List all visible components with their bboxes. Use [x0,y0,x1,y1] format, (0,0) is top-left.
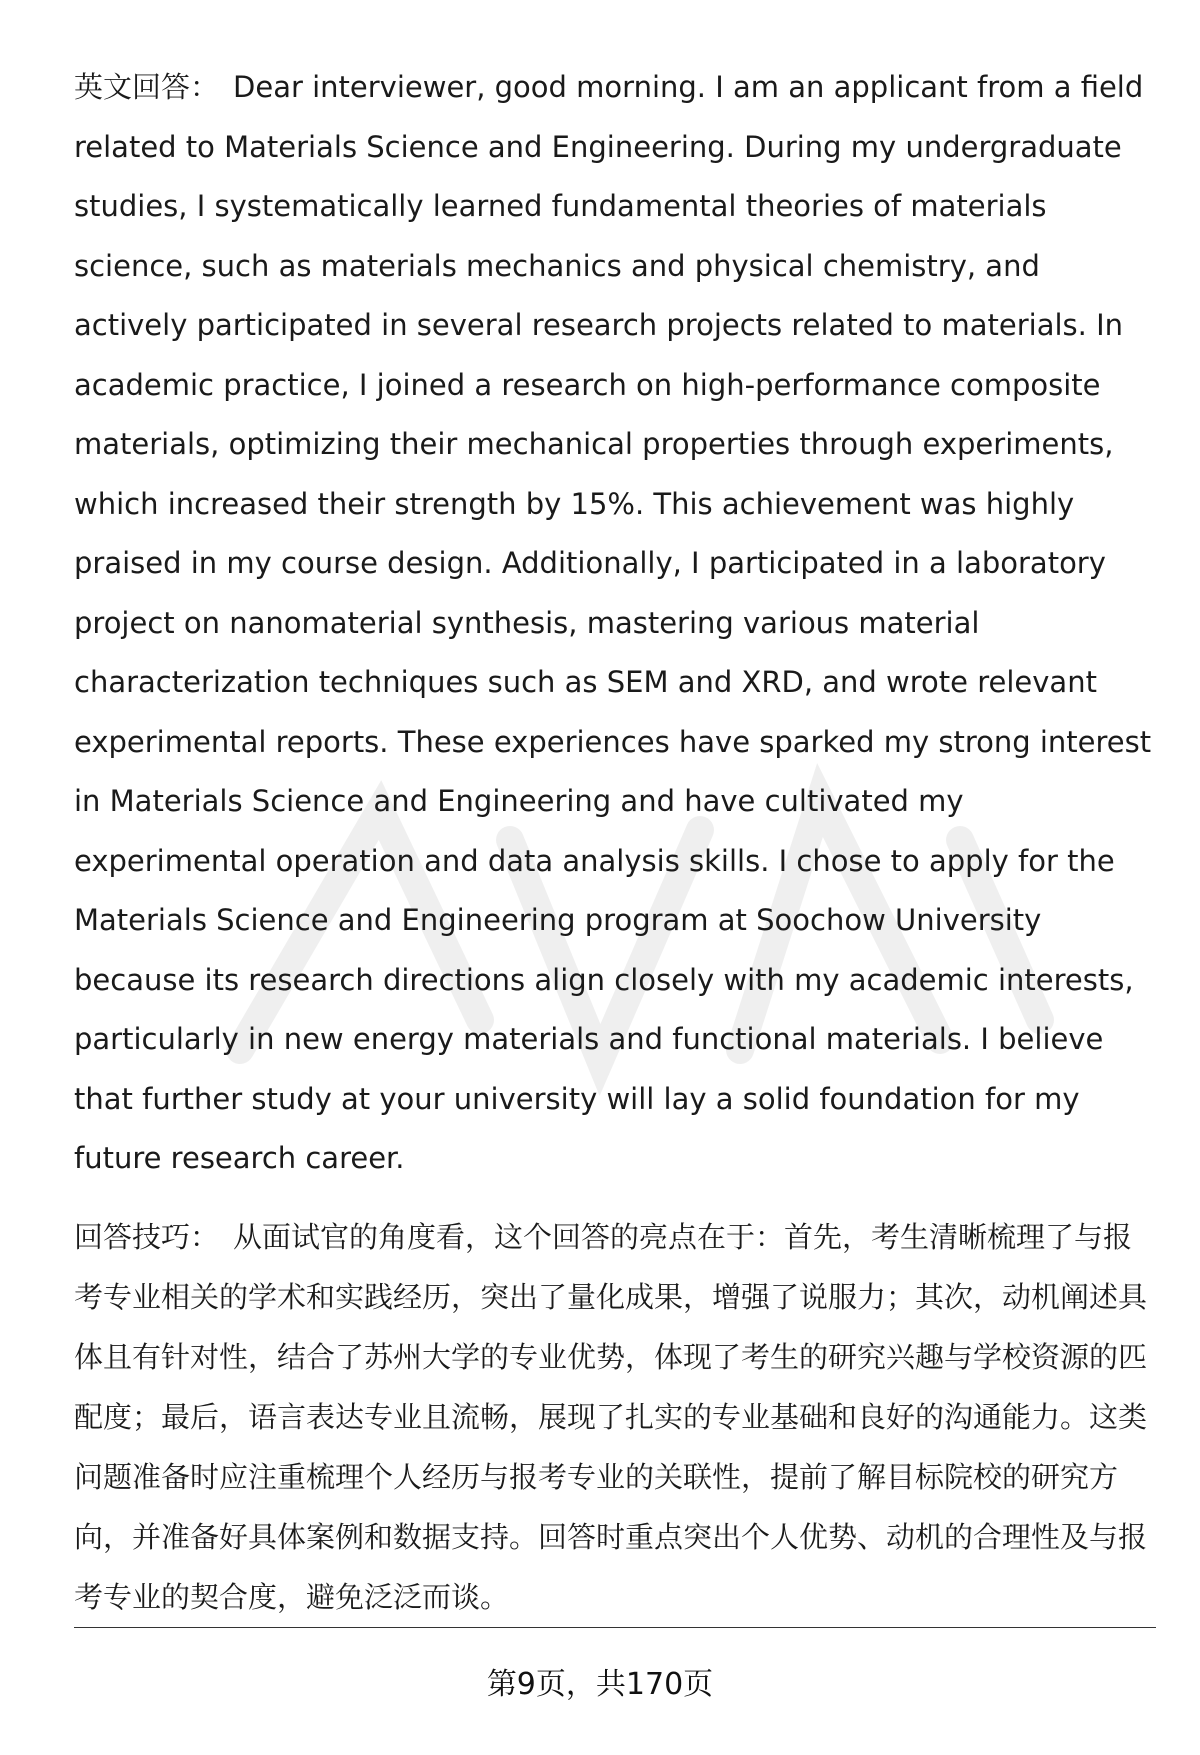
english-answer-text: Dear interviewer, good morning. I am an applicant from a field related to Materials Science and Engineering. During my undergraduate studies, I systematically learned fundamental theories of materials science, such as materials mechanics and physical chemistry, and actively participated in several research projects related to materials. In academic practice, I joined a research on high-performance composite materials, optimizing their mechanical properties through experiments, which increased their strength by 15%. This achievement was highly praised in my course design. Additionally, I participated in a laboratory project on nanomaterial synthesis, mastering various material characterization techniques such as SEM and XRD, and wrote relevant experimental reports. These experiences have sparked my strong interest in Materials Science and Engineering and have cultivated my experimental operation and data analysis skills. I chose to apply for the Materials Science and Engineering program at Soochow University because its research directions align closely with my academic interests, particularly in new energy materials and functional materials. I believe that further study at your university will lay a solid foundation for my future research career. [74,70,1152,1175]
english-answer-label: 英文回答： [74,70,220,104]
document-body [74,58,1160,1627]
page-indicator: 第9页，共170页 [486,1667,714,1702]
footer-divider [74,1627,1156,1628]
english-answer-paragraph [74,58,1160,1189]
answer-tips-paragraph [74,1207,1160,1627]
answer-tips-label: 回答技巧： [74,1219,220,1254]
answer-tips-text: 从面试官的角度看，这个回答的亮点在于：首先，考生清晰梳理了与报考专业相关的学术和实践经历，突出了量化成果，增强了说服力；其次，动机阐述具体且有针对性，结合了苏州大学的专业优势，体现了考生的研究兴趣与学校资源的匹配度；最后，语言表达专业且流畅，展现了扎实的专业基础和良好的沟通能力。这类问题准备时应注重梳理个人经历与报考专业的关联性，提前了解目标院校的研究方向，并准备好具体案例和数据支持。回答时重点突出个人优势、动机的合理性及与报考专业的契合度，避免泛泛而谈。 [74,1219,1148,1614]
